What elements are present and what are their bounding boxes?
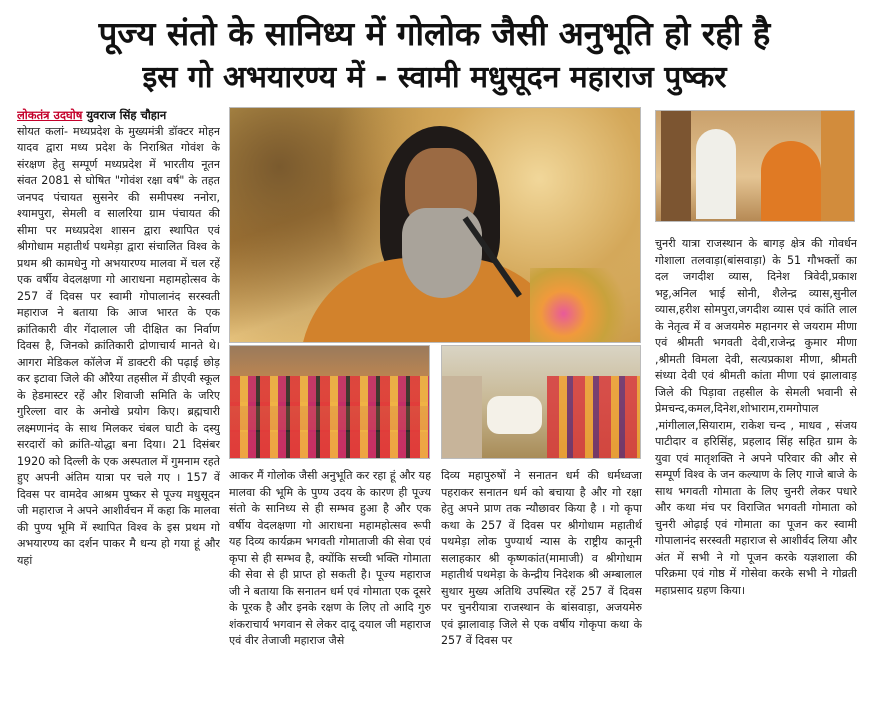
article-column-3: [441, 468, 642, 713]
headline-line-1: पूज्य संतो के सानिध्य में गोलोक जैसी अनुभूति हो रही है: [98, 14, 771, 53]
byline: [17, 107, 220, 124]
column-3-text: दिव्य महापुरुषों ने सनातन धर्म की धर्मध्वजा पहराकर सनातन धर्म को बचाया है और गो रक्षा हेतु अपने प्राण तक न्यौछावर किया है । गो कृपा कथा के 257 वें दिवस पर श्रीगोधाम महातीर्थ पथमेड़ा लोक पुण्यार्थ न्यास के राष्ट्रीय कानूनी सलाहकार श्री कृष्णकांत(मामाजी) व श्रीगोधाम महातीर्थ पथमेड़ा के केन्द्रीय निदेशक श्री अम्बालाल सुथार मुख्य अतिथि उपस्थित रहें 257 वें दिवस पर चुनरीयात्रा राजस्थान के बांसवाड़ा, अजयमेरु एवं झालावाड़ जिले से एक वर्षीय गोकृपा कथा के 257 वें दिवस पर: [441, 469, 642, 647]
article-column-1: [17, 107, 220, 713]
devotees-crowd-photo: [229, 345, 430, 459]
chunari-yatra-photo: [441, 345, 641, 459]
headline: [0, 12, 869, 100]
column-4-text: चुनरी यात्रा राजस्थान के बागड़ क्षेत्र की गोवर्धन गोशाला तलवाड़ा(बांसवाड़ा) के 51 गौभक्तों का दल जगदीश व्यास, दिनेश त्रिवेदी,प्रकाश भट्ट,अनिल भाई सोनी, शैलेन्द्र व्यास,सुनील व्यास,हरीश सोमपुरा,जगदीश व्यास एवं कांति लाल के नेतृत्व में व अजयमेरु महानगर से जयराम मीणा एवं श्रीमती भगवती देवी,राजेन्द्र कुमार मीणा ,श्रीमती विमला देवी, सत्यप्रकाश मीणा, श्रीमती संध्या देवी एवं श्रीमती कांता मीणा एवं झालावाड़ जिले की पिड़ावा तहसील के सेमली भवानी से प्रेमचन्द,कमल,दिनेश,शोभाराम,रामगोपाल ,मांगीलाल,सियाराम, राकेश चन्द , माधव , संजय पाटीदार व हरिसिंह, प्रहलाद सिंह सहित ग्राम के युवा एवं मातृशक्ति ने अपने परिवार की और से सम्पूर्ण विश्व के जन कल्याण के लिए गाजे बाजे के साथ भगवती गोमाता के लिए चुनरी लेकर पधारे और कथा मंच पर विराजित भगवती गोमाता को चुनरी ओढ़ाई एवं गोमाता का पूजन कर स्वामी गोपालानंद सरस्वती महाराज से आशीर्वद लिया और अंत में सभी ने गो पूजन करके यज्ञशाला की परिक्रमा एवं गोष्ठ में गोसेवा करके सभी ने गोव्रती महाप्रसाद ग्रहण किया।: [655, 237, 857, 597]
article-column-4: [655, 236, 857, 713]
column-2-text: आकर मैं गोलोक जैसी अनुभूति कर रहा हूं और यह मालवा की भूमि के पुण्य उदय के कारण ही पूज्य संतो के सानिध्य से ही सम्भव हुआ है और एक वर्षीय वेदलक्षणा गो आराधना महामहोत्सव रूपी यह दिव्य कार्यक्रम भगवती गोमाताजी की सेवा एवं कृपा से ही सम्भव है, क्योंकि सच्ची भक्ति गोमाता की सेवा से ही प्राप्त हो सकती है। पूज्य महाराज जी ने बताया कि सनातन धर्म एवं गोमाता एक दूसरे के पूरक है और इनके रक्षण के लिए तो आदि गुरु शंकराचार्य भगवान से लेकर दादू दयाल जी महाराज एवं वीर तेजाजी महाराज जैसे: [229, 469, 431, 647]
headline-line-2: इस गो अभयारण्य में - स्वामी मधुसूदन महाराज पुष्कर: [142, 60, 727, 95]
byline-org: लोकतंत्र उदघोष: [17, 108, 83, 122]
byline-name: युवराज सिंह चौहान: [86, 108, 167, 122]
saint-speaking-photo: [229, 107, 641, 343]
column-1-text: सोयत कलां- मध्यप्रदेश के मुख्यमंत्री डॉक्टर मोहन यादव द्वारा मध्य प्रदेश के निराश्रित गोवंश के संरक्षण हेतु सम्पूर्ण मध्यप्रदेश में भारतीय नूतन संवत 2081 से घोषित "गोवंश रक्षा वर्ष" के तहत जनपद पंचायत सुसनेर की समीपस्थ ननोरा, श्यामपुरा, सेमली व सालरिया ग्राम पंचायत की सीमा पर मध्यप्रदेश शासन द्वारा स्थापित एवं श्रीगोधाम महातीर्थ पथमेड़ा द्वारा संचालित विश्व के प्रथम श्री कामधेनु गो अभयारण्य मालवा में चल रहें एक वर्षीय वेदलक्षणा गो आराधना महामहोत्सव के 257 वें दिवस पर स्वामी गोपालानंद सरस्वती महाराज ने बताया कि आज भारत के एक क्रांतिकारी वीर गेंदालाल जी दीक्षित का निर्वाण दिवस है, जिनको क्रांतिकारी द्रोणाचार्य मानते थे। आगरा मेडिकल कॉलेज में डाक्टरी की पढ़ाई छोड़ कर इटावा जिले की औरैया तहसील में डीएवी स्कूल के हेडमास्टर रहें और शिवाजी समिति के जरिए गुरिल्ला वार के अनोखे प्रयोग किए। ब्रह्मचारी लक्ष्मणानंद के साथ मिलकर चंबल घाटी के दस्यु सरदारों को क्रांति-योद्धा बना दिया। 21 दिसंबर 1920 को दिल्ली के एक अस्पताल में गुमनाम रहते हुए अपनी अंतिम यात्रा पर चले गए । 157 वें दिवस पर वामदेव आश्रम पुष्कर से पूज्य मधुसूदन जी महाराज ने अपने आशीर्वचन में कहा कि मालवा की पुण्य भूमि में स्थापित विश्व के इस प्रथम गो अभयारण्य का दर्शन पाकर मै धन्य हो गया हूं और यहां: [17, 124, 220, 567]
cow-worship-photo: [655, 110, 855, 222]
article-column-2: [229, 468, 431, 713]
